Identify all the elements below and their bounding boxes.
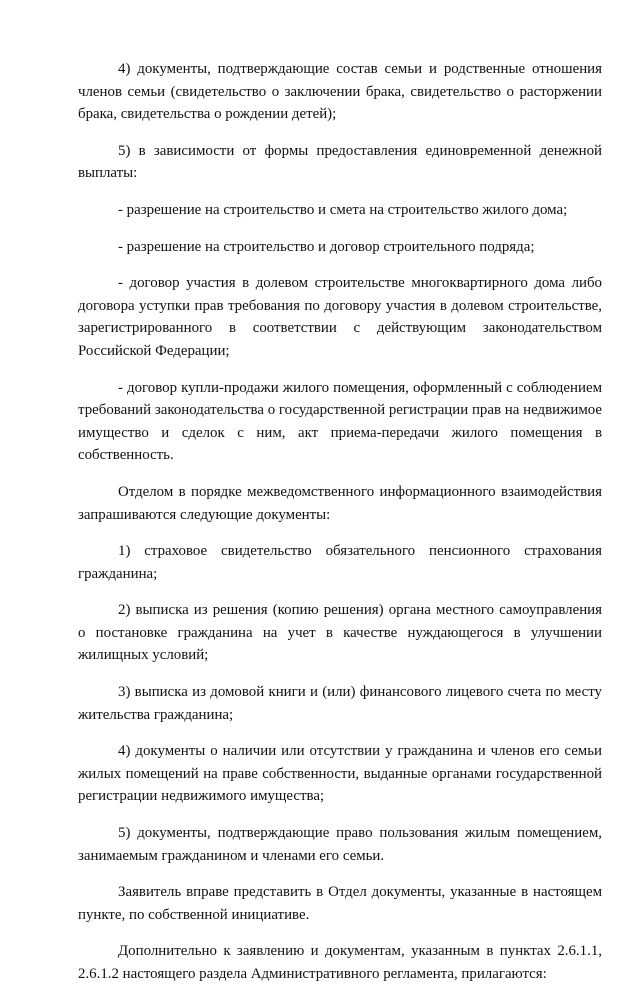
paragraph-purchase-contract: - договор купли-продажи жилого помещения, оформленный с соблюдением требований законодательства о государственной регистрации прав на недвижимое имущество и сделок с ним, акт приема-передачи жилого помещения в собственность. [78, 379, 602, 464]
paragraph-local-government-decision: 2) выписка из решения (копию решения) органа местного самоуправления о постановке гражданина на учет в качестве нуждающегося в улучшении жилищных условий; [78, 602, 602, 664]
paragraph-building-contract: - разрешение на строительство и договор строительного подряда; [118, 238, 535, 255]
paragraph-interagency-request: Отделом в порядке межведомственного информационного взаимодействия запрашиваются следующие документы: [78, 483, 602, 523]
paragraph-family-documents: 4) документы, подтверждающие состав семьи и родственные отношения членов семьи (свидетельство о заключении брака, свидетельство о расторжении брака, свидетельства о рождении детей); [78, 61, 602, 123]
paragraph-building-estimate: - разрешение на строительство и смета на строительство жилого дома; [118, 201, 568, 218]
paragraph-pension-certificate: 1) страховое свидетельство обязательного пенсионного страхования гражданина; [78, 543, 602, 582]
paragraph-right-of-use: 5) документы, подтверждающие право пользования жилым помещением, занимаемым гражданином и членами его семьи. [78, 825, 602, 864]
paragraph-additional-attachments: Дополнительно к заявлению и документам, указанным в пунктах 2.6.1.1, 2.6.1.2 настоящего раздела Административного регламента, прилагаются: [78, 943, 602, 982]
paragraph-house-book-extract: 3) выписка из домовой книги и (или) финансового лицевого счета по месту жительства гражданина; [78, 684, 602, 723]
paragraph-applicant-initiative: Заявитель вправе представить в Отдел документы, указанные в настоящем пункте, по собственной инициативе. [78, 884, 602, 923]
paragraph-property-documents: 4) документы о наличии или отсутствии у гражданина и членов его семьи жилых помещений на праве собственности, выданные органами государственной регистрации недвижимого имущества; [78, 743, 602, 805]
paragraph-shared-construction: - договор участия в долевом строительстве многоквартирного дома либо договора уступки прав требования по договору участия в долевом строительстве, зарегистрированного в соответствии с действующим законодательством Российской Федерации; [78, 275, 602, 359]
paragraph-payment-form: 5) в зависимости от формы предоставления единовременной денежной выплаты: [78, 142, 602, 182]
